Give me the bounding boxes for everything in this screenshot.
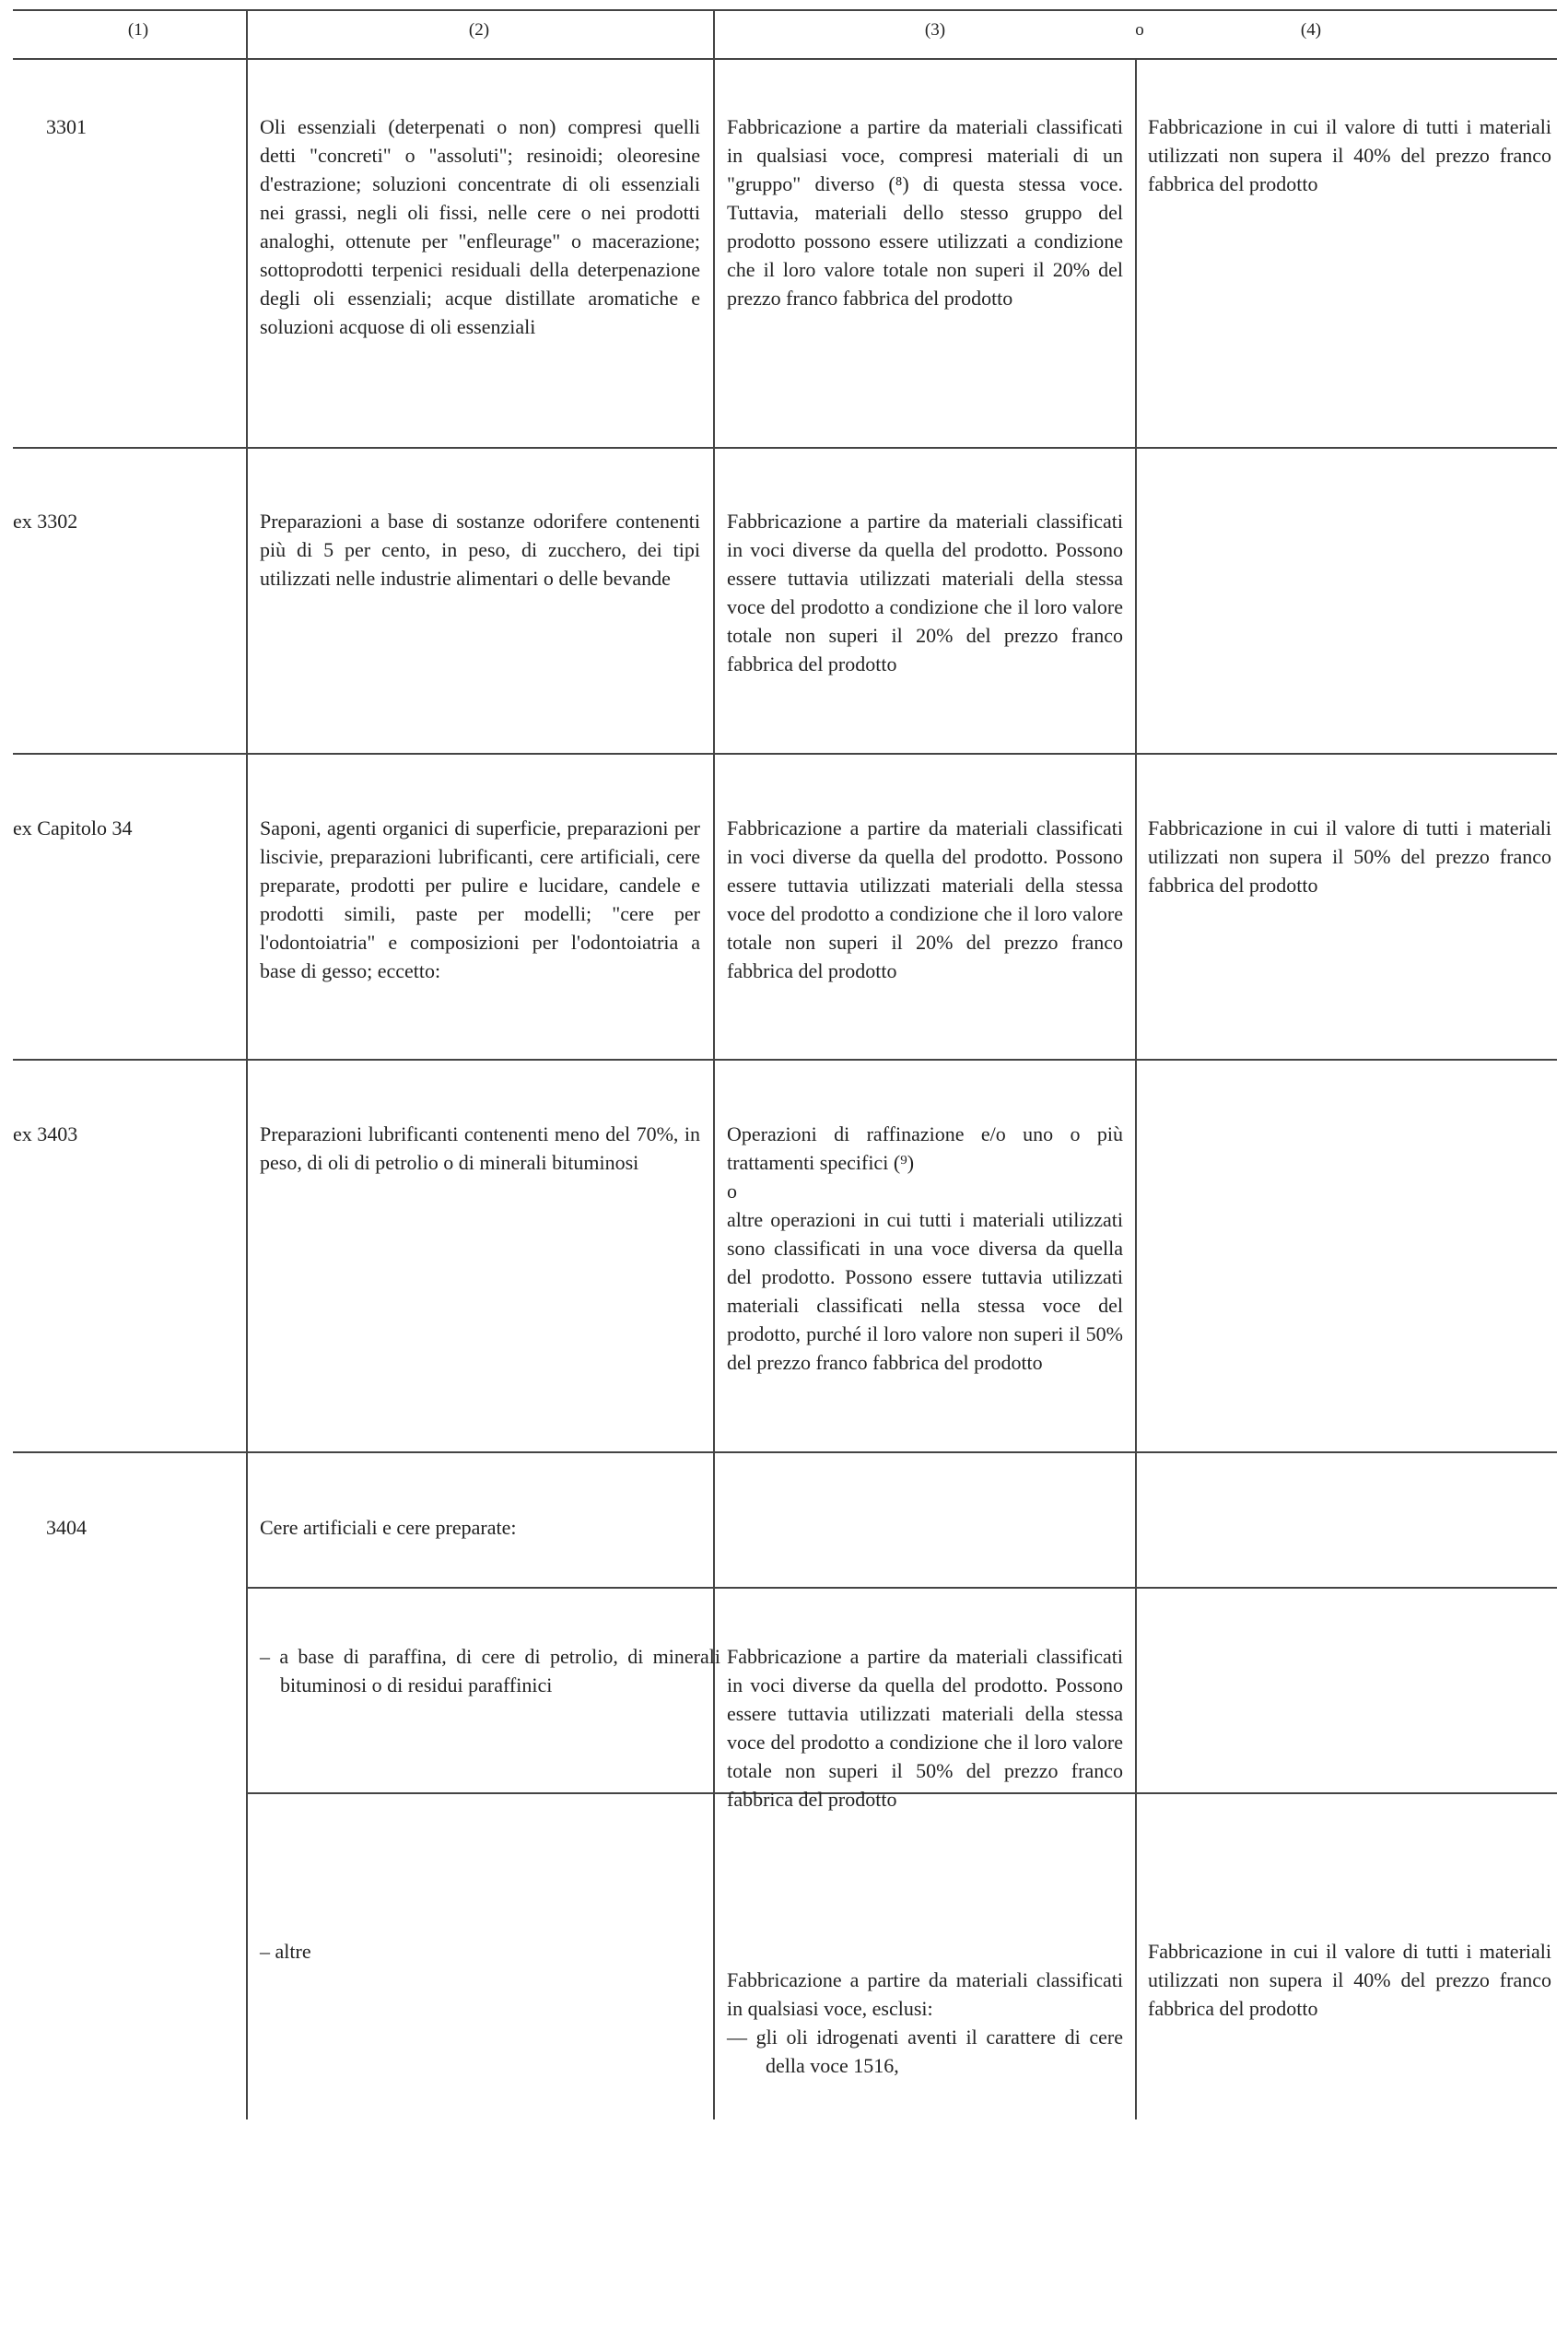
table-row-description: Saponi, agenti organici di superficie, preparazioni per liscivie, preparazioni lubrificanti, cere artificiali, cere preparate, prodotti per pulire e lucidare, candele e prodotti simili, paste per modelli; "cere per l'odontoiatria" e composizioni per l'odontoiatria a base di gesso; eccetto: xyxy=(260,816,700,982)
table-row-rule3: Fabbricazione a partire da materiali classificati in voci diverse da quella del prodotto. Possono essere tuttavia utilizzati materiali della stessa voce del prodotto a condizione che il loro valore totale non superi il 20% del prezzo franco fabbrica del prodotto xyxy=(727,816,1123,982)
column-divider-3 xyxy=(1135,58,1137,2119)
header-or: o xyxy=(1135,20,1144,40)
row-separator xyxy=(13,1059,1557,1061)
table-row-rule4: Fabbricazione in cui il valore di tutti i materiali utilizzati non supera il 40% del prezzo franco fabbrica del prodotto xyxy=(1148,1940,1551,2020)
table-row-rule4: Fabbricazione in cui il valore di tutti i materiali utilizzati non supera il 50% del prezzo franco fabbrica del prodotto xyxy=(1148,816,1551,897)
table-row-code: ex 3403 xyxy=(13,1122,78,1145)
rule3-exclusion-item: — gli oli idrogenati aventi il carattere di cere della voce 1516, xyxy=(727,2025,1123,2077)
table-row-description: Preparazioni a base di sostanze odorifere contenenti più di 5 per cento, in peso, di zucchero, dei tipi utilizzati nelle industrie alimentari o delle bevande xyxy=(260,510,700,590)
row-separator xyxy=(13,1451,1557,1453)
table-row-description: Cere artificiali e cere preparate: xyxy=(260,1516,517,1539)
header-bottom-border xyxy=(13,58,1557,60)
table-row-rule3: Fabbricazione a partire da materiali classificati in voci diverse da quella del prodotto. Possono essere tuttavia utilizzati materiali della stessa voce del prodotto a condizione che il loro valore totale non superi il 20% del prezzo franco fabbrica del prodotto xyxy=(727,510,1123,675)
header-col4: (4) xyxy=(1300,20,1322,40)
column-divider-2 xyxy=(713,9,715,2119)
row-separator xyxy=(13,447,1557,449)
row-separator xyxy=(246,1587,1557,1589)
table-row-description: Preparazioni lubrificanti contenenti meno del 70%, in peso, di oli di petrolio o di minerali bituminosi xyxy=(260,1122,700,1174)
table-row-description: Oli essenziali (deterpenati o non) compresi quelli detti "concreti" o "assoluti"; resinoidi; oleoresine d'estrazione; soluzioni concentrate di oli essenziali nei grassi, negli oli fissi, nelle cere o nei prodotti analoghi, ottenute per "enfleurage" o macerazione; sottoprodotti terpenici residuali della deterpenazione degli oli essenziali; acque distillate aromatiche e soluzioni acquose di oli essenziali xyxy=(260,115,700,338)
table-row-rule3: Fabbricazione a partire da materiali classificati in qualsiasi voce, compresi materiali di un "gruppo" diverso (⁸) di questa stessa voce. Tuttavia, materiali dello stesso gruppo del prodotto possono essere utilizzati a condizione che il loro valore totale non superi il 20% del prezzo franco fabbrica del prodotto xyxy=(727,115,1123,310)
table-row-rule3: Fabbricazione a partire da materiali classificati in voci diverse da quella del prodotto. Possono essere tuttavia utilizzati materiali della stessa voce del prodotto a condizione che il loro valore totale non superi il 50% del prezzo franco fabbrica del prodotto xyxy=(727,1645,1123,1811)
table-row-code: ex 3302 xyxy=(13,510,78,533)
table-row-rule4: Fabbricazione in cui il valore di tutti i materiali utilizzati non supera il 40% del prezzo franco fabbrica del prodotto xyxy=(1148,115,1551,195)
rule3-intro: Fabbricazione a partire da materiali classificati in qualsiasi voce, esclusi: xyxy=(727,1968,1123,2020)
table-row-rule3 xyxy=(727,1937,1123,2108)
table-top-border xyxy=(13,9,1557,11)
table-row-description: – altre xyxy=(260,1940,311,1963)
table-row-rule3: Operazioni di raffinazione e/o uno o più trattamenti specifici (⁹) o altre operazioni in cui tutti i materiali utilizzati sono classificati in una voce diversa da quella del prodotto. Possono essere tuttavia utilizzati materiali classificati nella stessa voce del prodotto, purché il loro valore non superi il 50% del prezzo franco fabbrica del prodotto xyxy=(727,1122,1123,1374)
header-col2: (2) xyxy=(468,20,490,40)
header-col1: (1) xyxy=(127,20,149,40)
table-row-description: – a base di paraffina, di cere di petrolio, di minerali bituminosi o di residui paraffinici xyxy=(260,1645,720,1696)
table-row-code: 3404 xyxy=(46,1516,87,1539)
table-row-code: 3301 xyxy=(46,115,87,138)
header-col3: (3) xyxy=(924,20,946,40)
column-divider-1 xyxy=(246,9,248,2119)
row-separator xyxy=(13,753,1557,755)
table-row-code: ex Capitolo 34 xyxy=(13,816,133,839)
